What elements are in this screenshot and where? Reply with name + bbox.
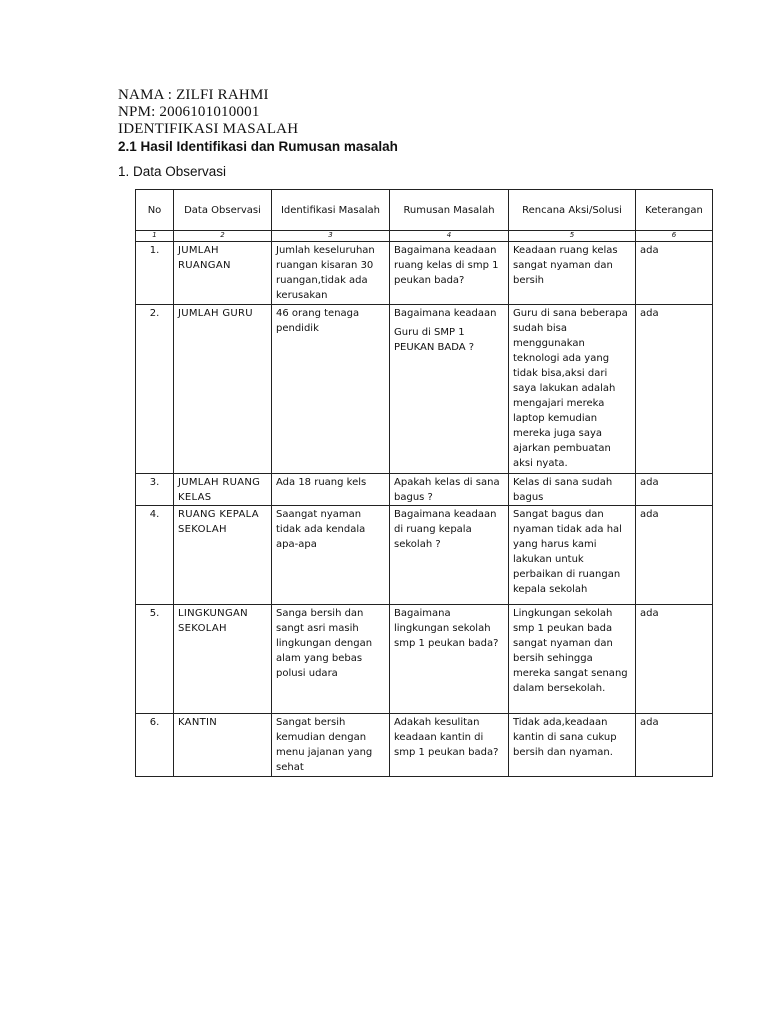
section-title: 2.1 Hasil Identifikasi dan Rumusan masalah [118, 139, 398, 154]
table-row [136, 474, 713, 506]
column-header-no: No [136, 190, 174, 231]
cell-rencana: Keadaan ruang kelas sangat nyaman dan bersih [509, 242, 636, 305]
cell-data-observasi: JUMLAH GURU [174, 305, 272, 474]
cell-data-observasi: JUMLAH RUANG KELAS [174, 474, 272, 506]
cell-data-observasi: JUMLAH RUANGAN [174, 242, 272, 305]
cell-rencana: Lingkungan sekolah smp 1 peukan bada sangat nyaman dan bersih sehingga mereka sangat senang dalam bersekolah. [509, 605, 636, 714]
cell-identifikasi: Jumlah keseluruhan ruangan kisaran 30 ruangan,tidak ada kerusakan [272, 242, 390, 305]
table-row [136, 714, 713, 777]
cell-keterangan: ada [636, 506, 713, 605]
column-number: 1 [136, 231, 174, 242]
column-number-row [136, 231, 713, 242]
cell-no: 1. [136, 242, 174, 305]
student-name: NAMA : ZILFI RAHMI [118, 87, 269, 103]
column-number: 6 [636, 231, 713, 242]
cell-rumusan-line: Bagaimana keadaan [394, 308, 497, 319]
table-row [136, 305, 713, 474]
cell-data-observasi: LINGKUNGAN SEKOLAH [174, 605, 272, 714]
cell-identifikasi: Ada 18 ruang kels [272, 474, 390, 506]
table-header-row [136, 190, 713, 231]
cell-no: 2. [136, 305, 174, 474]
cell-no: 4. [136, 506, 174, 605]
cell-data-observasi: RUANG KEPALA SEKOLAH [174, 506, 272, 605]
cell-keterangan: ada [636, 305, 713, 474]
cell-rumusan: Adakah kesulitan keadaan kantin di smp 1 peukan bada? [390, 714, 509, 777]
column-header-rumusan-masalah: Rumusan Masalah [390, 190, 509, 231]
cell-rencana: Tidak ada,keadaan kantin di sana cukup bersih dan nyaman. [509, 714, 636, 777]
observation-table [135, 189, 713, 777]
cell-identifikasi: Saangat nyaman tidak ada kendala apa-apa [272, 506, 390, 605]
column-number: 3 [272, 231, 390, 242]
column-number: 5 [509, 231, 636, 242]
document-heading: IDENTIFIKASI MASALAH [118, 121, 299, 137]
cell-no: 3. [136, 474, 174, 506]
cell-keterangan: ada [636, 474, 713, 506]
column-number: 4 [390, 231, 509, 242]
cell-rumusan-continuation: Guru di SMP 1 PEUKAN BADA ? [394, 327, 475, 353]
subsection-title: 1. Data Observasi [118, 164, 227, 179]
cell-rumusan [390, 305, 509, 474]
table-row [136, 242, 713, 305]
column-header-identifikasi-masalah: Identifikasi Masalah [272, 190, 390, 231]
cell-data-observasi: KANTIN [174, 714, 272, 777]
column-header-data-observasi: Data Observasi [174, 190, 272, 231]
cell-rumusan: Bagaimana lingkungan sekolah smp 1 peukan bada? [390, 605, 509, 714]
column-header-keterangan: Keterangan [636, 190, 713, 231]
cell-identifikasi: 46 orang tenaga pendidik [272, 305, 390, 474]
table-row [136, 605, 713, 714]
cell-rencana: Guru di sana beberapa sudah bisa menggunakan teknologi ada yang tidak bisa,aksi dari saya lakukan adalah mengajari mereka laptop kemudian mereka juga saya ajarkan pembuatan aksi nyata. [509, 305, 636, 474]
cell-keterangan: ada [636, 605, 713, 714]
cell-no: 5. [136, 605, 174, 714]
cell-identifikasi: Sangat bersih kemudian dengan menu jajanan yang sehat [272, 714, 390, 777]
column-header-rencana-aksi: Rencana Aksi/Solusi [509, 190, 636, 231]
cell-rumusan: Bagaimana keadaan ruang kelas di smp 1 peukan bada? [390, 242, 509, 305]
cell-rumusan: Apakah kelas di sana bagus ? [390, 474, 509, 506]
cell-no: 6. [136, 714, 174, 777]
table-row [136, 506, 713, 605]
cell-rencana: Kelas di sana sudah bagus [509, 474, 636, 506]
student-npm: NPM: 2006101010001 [118, 104, 260, 120]
column-number: 2 [174, 231, 272, 242]
cell-keterangan: ada [636, 714, 713, 777]
cell-keterangan: ada [636, 242, 713, 305]
cell-rencana: Sangat bagus dan nyaman tidak ada hal yang harus kami lakukan untuk perbaikan di ruangan kepala sekolah [509, 506, 636, 605]
cell-identifikasi: Sanga bersih dan sangt asri masih lingkungan dengan alam yang bebas polusi udara [272, 605, 390, 714]
cell-rumusan: Bagaimana keadaan di ruang kepala sekolah ? [390, 506, 509, 605]
